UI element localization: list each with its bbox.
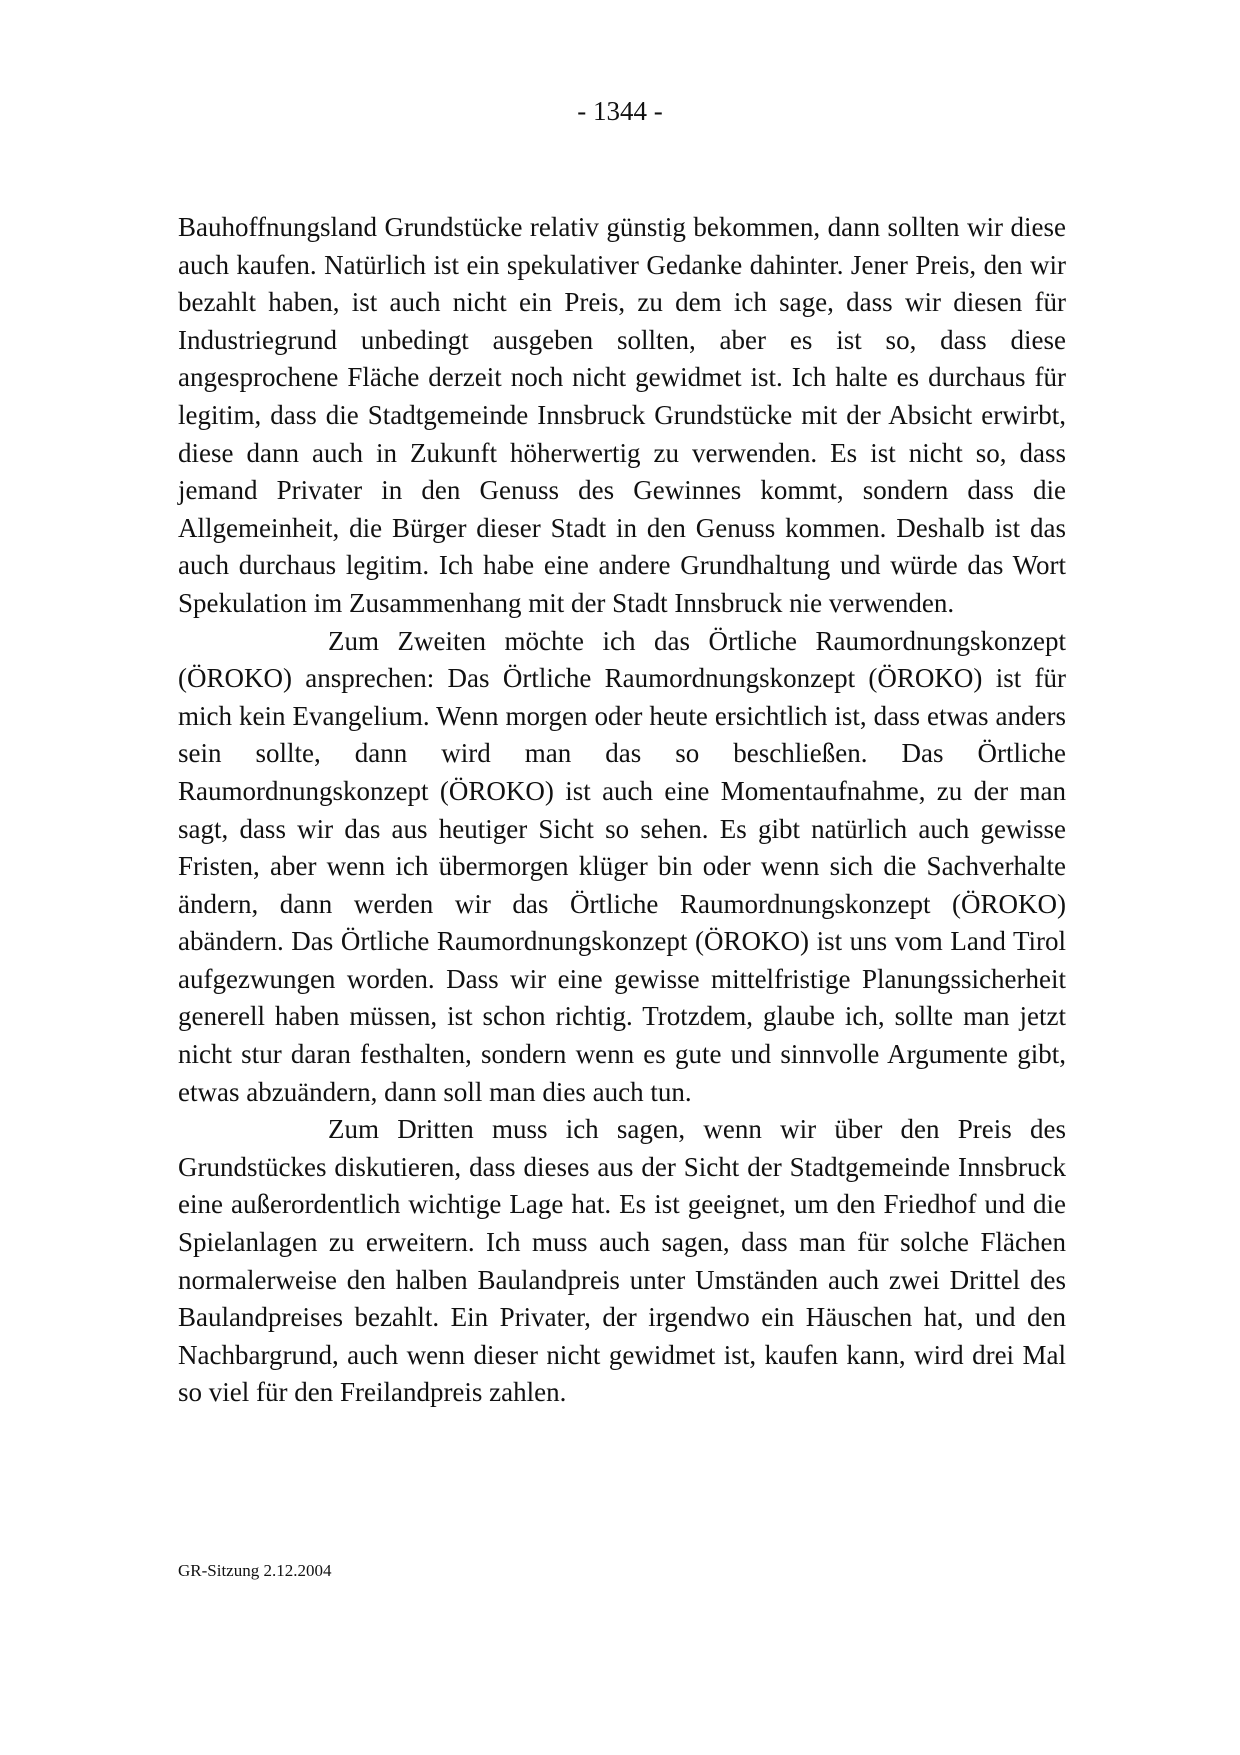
paragraph: Zum Zweiten möchte ich das Örtliche Raumordnungskonzept (ÖROKO) ansprechen: Das Örtliche Raumordnungskonzept (ÖROKO) ist für mich kein Evangelium. Wenn morgen oder heute ersichtlich ist, dass etwas anders sein sollte, dann wird man das so beschließen. Das Örtliche Raumordnungskonzept (ÖROKO) ist auch eine Momentaufnahme, zu der man sagt, dass wir das aus heutiger Sicht so sehen. Es gibt natürlich auch gewisse Fristen, aber wenn ich übermorgen klüger bin oder wenn sich die Sachverhalte ändern, dann werden wir das Örtliche Raumordnungskonzept (ÖROKO) abändern. Das Örtliche Raumordnungskonzept (ÖROKO) ist uns vom Land Tirol aufgezwungen worden. Dass wir eine gewisse mittelfristige Planungssicherheit generell haben müssen, ist schon richtig. Trotzdem, glaube ich, sollte man jetzt nicht stur daran festhalten, sondern wenn es gute und sinnvolle Argumente gibt, etwas abzuändern, dann soll man dies auch tun. [178, 625, 1066, 1107]
page-footer: GR-Sitzung 2.12.2004 [178, 1561, 332, 1580]
paragraph: Zum Dritten muss ich sagen, wenn wir über den Preis des Grundstückes diskutieren, dass dieses aus der Sicht der Stadtgemeinde Innsbruck eine außerordentlich wichtige Lage hat. Es ist geeignet, um den Friedhof und die Spielanlagen zu erweitern. Ich muss auch sagen, dass man für solche Flächen normalerweise den halben Baulandpreis unter Umständen auch zwei Drittel des Baulandpreises bezahlt. Ein Privater, der irgendwo ein Häuschen hat, und den Nachbargrund, auch wenn dieser nicht gewidmet ist, kaufen kann, wird drei Mal so viel für den Freilandpreis zahlen. [178, 1114, 1066, 1408]
page-number: - 1344 - [577, 96, 663, 126]
document-body [178, 209, 1066, 1412]
paragraph: Bauhoffnungsland Grundstücke relativ günstig bekommen, dann sollten wir diese auch kaufen. Natürlich ist ein spekulativer Gedanke dahinter. Jener Preis, den wir bezahlt haben, ist auch nicht ein Preis, zu dem ich sage, dass wir diesen für Industriegrund unbedingt ausgeben sollten, aber es ist so, dass diese angesprochene Fläche derzeit noch nicht gewidmet ist. Ich halte es durchaus für legitim, dass die Stadtgemeinde Innsbruck Grundstücke mit der Absicht erwirbt, diese dann auch in Zukunft höherwertig zu verwenden. Es ist nicht so, dass jemand Privater in den Genuss des Gewinnes kommt, sondern dass die Allgemeinheit, die Bürger dieser Stadt in den Genuss kommen. Deshalb ist das auch durchaus legitim. Ich habe eine andere Grundhaltung und würde das Wort Spekulation im Zusammenhang mit der Stadt Innsbruck nie verwenden. [178, 212, 1066, 618]
